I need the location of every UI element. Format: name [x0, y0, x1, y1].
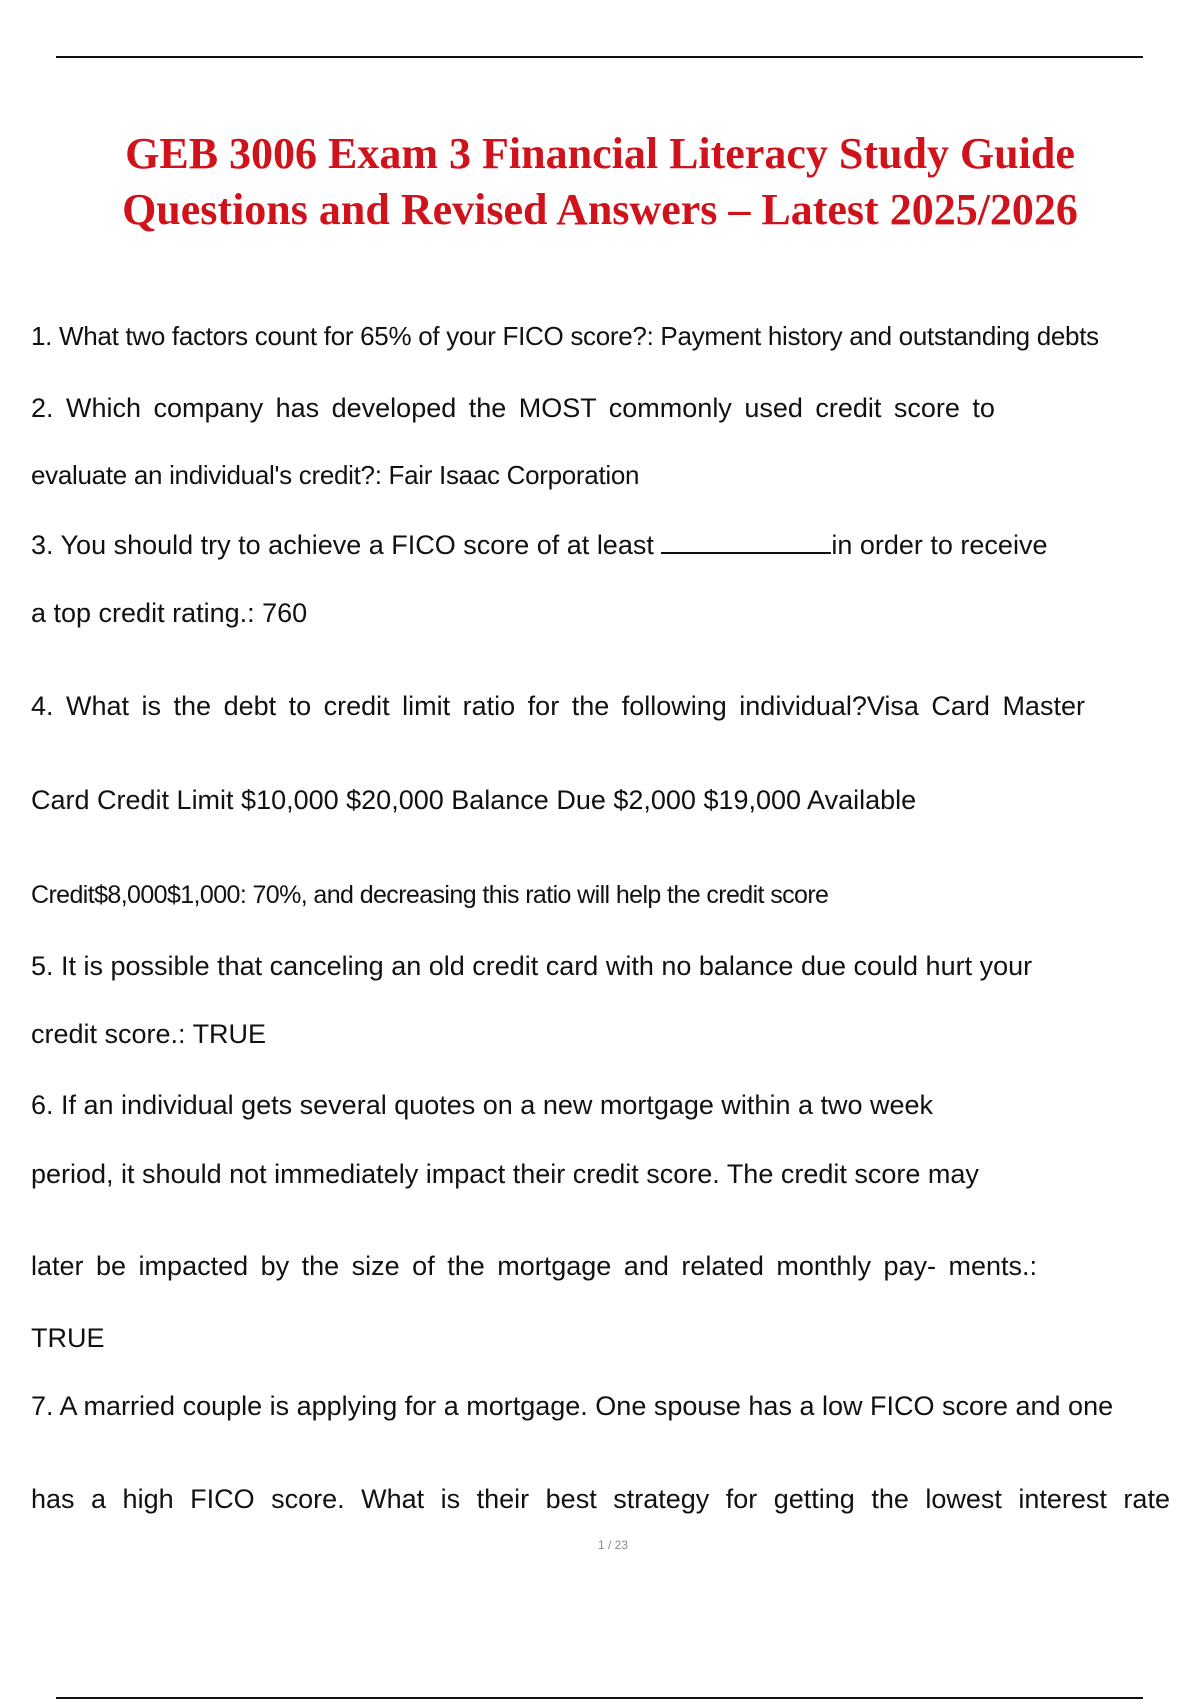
question-3-line-1	[31, 529, 1047, 561]
question-4-line-2: Card Credit Limit $10,000 $20,000 Balance Due $2,000 $19,000 Available	[31, 785, 917, 815]
question-3-line-2: a top credit rating.: 760	[31, 598, 308, 628]
question-4-line-3: Credit$8,000$1,000: 70%, and decreasing this ratio will help the credit score	[31, 881, 829, 909]
document-title	[0, 126, 1200, 238]
question-7-line-1: 7. A married couple is applying for a mortgage. One spouse has a low FICO score and one	[31, 1391, 1114, 1421]
page-indicator: 1 / 23	[597, 1538, 629, 1552]
question-5-line-2: credit score.: TRUE	[31, 1019, 267, 1049]
title-line-1: GEB 3006 Exam 3 Financial Literacy Study Guide	[125, 129, 1075, 178]
title-line-2: Questions and Revised Answers – Latest 2025/2026	[122, 185, 1078, 234]
question-4-line-1: 4. What is the debt to credit limit ratio for the following individual?Visa Card Master	[31, 691, 1085, 721]
bottom-rule	[56, 1697, 1143, 1699]
question-2-line-2: evaluate an individual's credit?: Fair Isaac Corporation	[31, 460, 640, 490]
top-rule	[56, 56, 1143, 58]
answer-blank	[661, 530, 831, 554]
question-3-prefix: 3. You should try to achieve a FICO score of at least	[31, 530, 662, 560]
question-2-line-1: 2. Which company has developed the MOST commonly used credit score to	[31, 393, 995, 423]
question-1: 1. What two factors count for 65% of your FICO score?: Payment history and outstanding debts	[31, 321, 1099, 351]
question-6-line-3: later be impacted by the size of the mortgage and related monthly pay- ments.:	[31, 1251, 1038, 1281]
question-7-line-2: has a high FICO score. What is their best strategy for getting the lowest interest rate	[31, 1484, 1170, 1514]
question-6-line-1: 6. If an individual gets several quotes on a new mortgage within a two week	[31, 1090, 934, 1120]
question-6-line-4: TRUE	[31, 1323, 105, 1353]
question-3-suffix: in order to receive	[831, 530, 1048, 560]
question-5-line-1: 5. It is possible that canceling an old credit card with no balance due could hurt your	[31, 951, 1033, 981]
question-6-line-2: period, it should not immediately impact their credit score. The credit score may	[31, 1159, 979, 1189]
